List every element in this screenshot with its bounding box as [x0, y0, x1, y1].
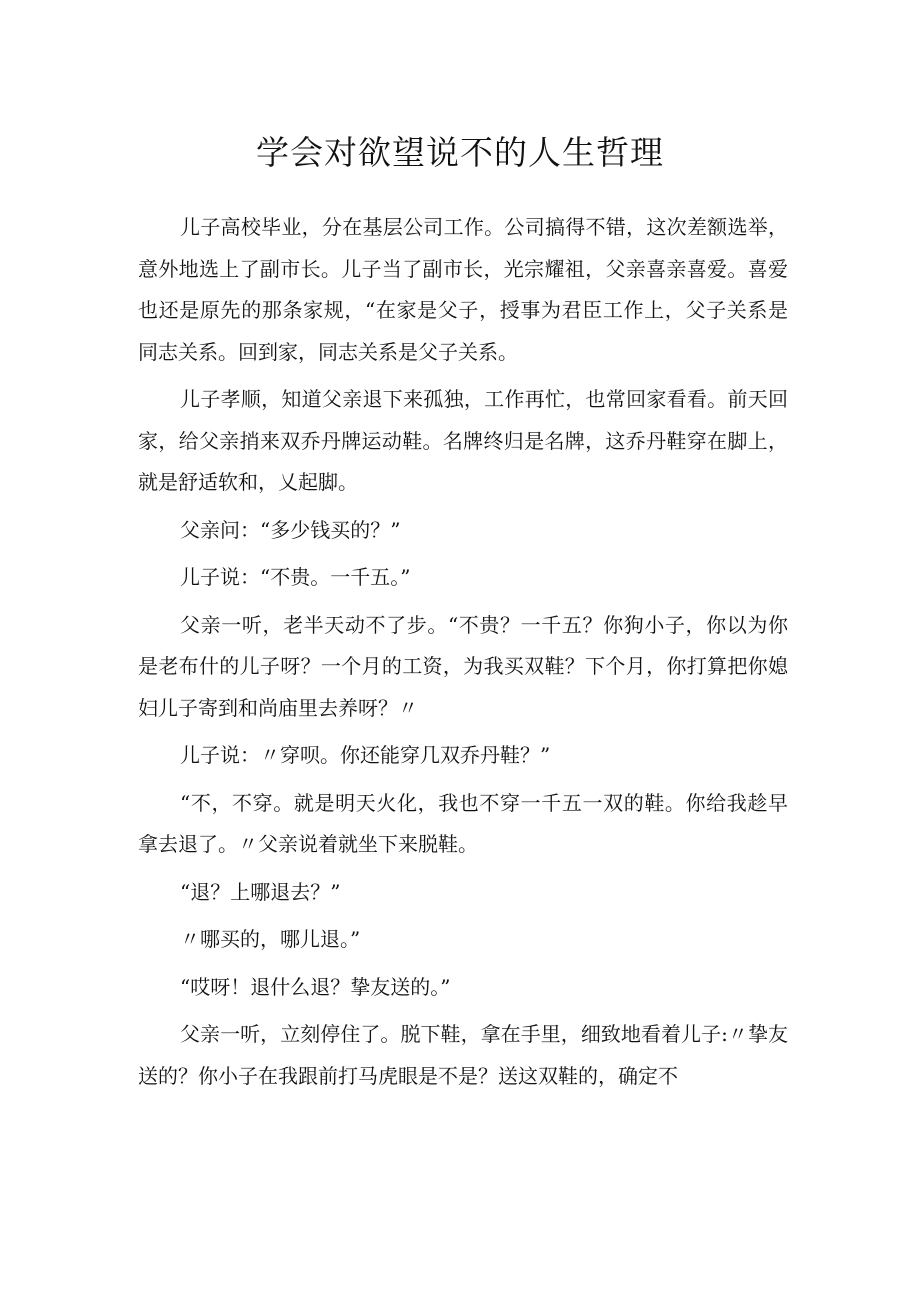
paragraph: 父亲问：“多少钱买的？” — [180, 517, 401, 542]
document-title: 学会对欲望说不的人生哲理 — [256, 133, 664, 172]
paragraph: “哎呀！退什么退？挚友送的。” — [180, 974, 451, 999]
paragraph: “退？上哪退去？” — [180, 879, 341, 904]
paragraph: 父亲一听，老半天动不了步。“不贵？一千五？你狗小子，你以为你是老布什的儿子呀？一个月的工资，为我买双鞋？下个月，你打算把你媳妇儿子寄到和尚庙里去养呀？〃 — [138, 612, 788, 720]
paragraph: 儿子高校毕业，分在基层公司工作。公司搞得不错，这次差额选举，意外地选上了副市长。儿子当了副市长，光宗耀祖，父亲喜亲喜爱。喜爱也还是原先的那条家规，“在家是父子，授事为君臣工作上，父子关系是同志关系。回到家，同志关系是父子关系。 — [138, 215, 788, 364]
paragraph: 〃哪买的，哪儿退。” — [180, 927, 361, 951]
paragraph: 父亲一听，立刻停住了。脱下鞋，拿在手里，细致地看着儿子:〃挚友送的？你小子在我跟前打马虎眼是不是？送这双鞋的，确定不 — [138, 1022, 788, 1088]
paragraph: 儿子说：〃穿呗。你还能穿几双乔丹鞋？” — [180, 743, 551, 767]
paragraph: “不，不穿。就是明天火化，我也不穿一千五一双的鞋。你给我趁早拿去退了。〃父亲说着就坐下来脱鞋。 — [138, 790, 788, 856]
paragraph: 儿子孝顺，知道父亲退下来孤独，工作再忙，也常回家看看。前天回家，给父亲捎来双乔丹牌运动鞋。名牌终归是名牌，这乔丹鞋穿在脚上，就是舒适软和，乂起脚。 — [138, 387, 788, 494]
paragraph: 儿子说：“不贵。一千五。” — [180, 565, 411, 589]
document-body — [138, 207, 788, 1103]
